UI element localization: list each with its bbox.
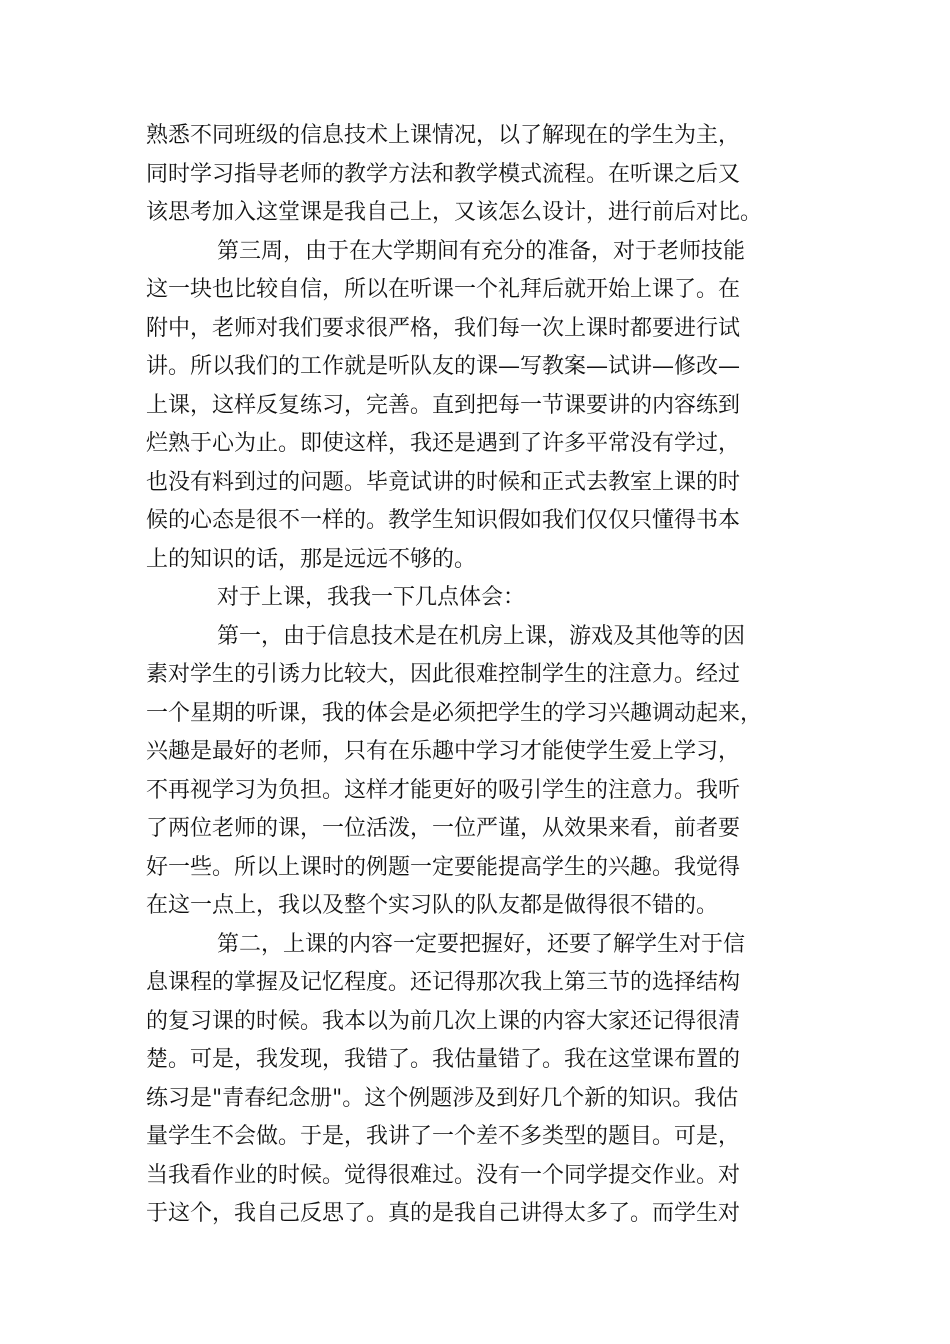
text-line-27: 量学生不会做。于是，我讲了一个差不多类型的题目。可是， — [146, 1124, 741, 1149]
text-line-20: 好一些。所以上课时的例题一定要能提高学生的兴趣。我觉得 — [146, 854, 741, 880]
text-line-9: 烂熟于心为止。即使这样，我还是遇到了许多平常没有学过， — [146, 431, 741, 456]
text-line-1: 熟悉不同班级的信息技术上课情况，以了解现在的学生为主， — [146, 123, 741, 148]
text-line-17: 兴趣是最好的老师，只有在乐趣中学习才能使学生爱上学习， — [146, 739, 741, 764]
text-line-5: 这一块也比较自信，所以在听课一个礼拜后就开始上课了。在 — [146, 277, 741, 302]
document-body — [146, 117, 806, 1234]
text-line-7: 讲。所以我们的工作就是听队友的课—写教案—试讲—修改— — [146, 354, 741, 379]
text-line-10: 也没有料到过的问题。毕竟试讲的时候和正式去教室上课的时 — [146, 469, 741, 495]
text-line-25: 楚。可是，我发现，我错了。我估量错了。我在这堂课布置的 — [146, 1047, 741, 1072]
text-line-26: 练习是"青春纪念册"。这个例题涉及到好几个新的知识。我估 — [146, 1085, 739, 1111]
text-line-12: 上的知识的话，那是远远不够的。 — [146, 546, 477, 572]
text-line-24: 的复习课的时候。我本以为前几次上课的内容大家还记得很清 — [146, 1008, 741, 1034]
text-line-15: 素对学生的引诱力比较大，因此很难控制学生的注意力。经过 — [146, 662, 741, 687]
text-line-2: 同时学习指导老师的教学方法和教学模式流程。在听课之后又 — [146, 161, 741, 187]
paragraph-start-week-three: 第三周，由于在大学期间有充分的准备，对于老师技能 — [217, 238, 746, 264]
paragraph-start-second-point: 第二，上课的内容一定要把握好，还要了解学生对于信 — [217, 931, 746, 957]
text-line-23: 息课程的掌握及记忆程度。还记得那次我上第三节的选择结构 — [146, 970, 741, 995]
text-line-28: 当我看作业的时候。觉得很难过。没有一个同学提交作业。对 — [146, 1162, 741, 1188]
text-line-6: 附中，老师对我们要求很严格，我们每一次上课时都要进行试 — [146, 315, 741, 341]
paragraph-start-first-point: 第一，由于信息技术是在机房上课，游戏及其他等的因 — [217, 623, 746, 649]
text-line-11: 候的心态是很不一样的。教学生知识假如我们仅仅只懂得书本 — [146, 508, 741, 533]
text-line-3: 该思考加入这堂课是我自己上，又该怎么设计，进行前后对比。 — [146, 200, 763, 225]
text-line-21: 在这一点上，我以及整个实习队的队友都是做得很不错的。 — [146, 893, 719, 918]
text-line-16: 一个星期的听课，我的体会是必须把学生的学习兴趣调动起来， — [146, 700, 763, 726]
text-line-19: 了两位老师的课，一位活泼，一位严谨，从效果来看，前者要 — [146, 816, 741, 841]
text-line-18: 不再视学习为负担。这样才能更好的吸引学生的注意力。我听 — [146, 777, 741, 803]
paragraph-start-reflections: 对于上课，我我一下几点体会： — [217, 585, 526, 610]
text-line-8: 上课，这样反复练习，完善。直到把每一节课要讲的内容练到 — [146, 392, 741, 418]
text-line-29: 于这个，我自己反思了。真的是我自己讲得太多了。而学生对 — [146, 1201, 741, 1226]
